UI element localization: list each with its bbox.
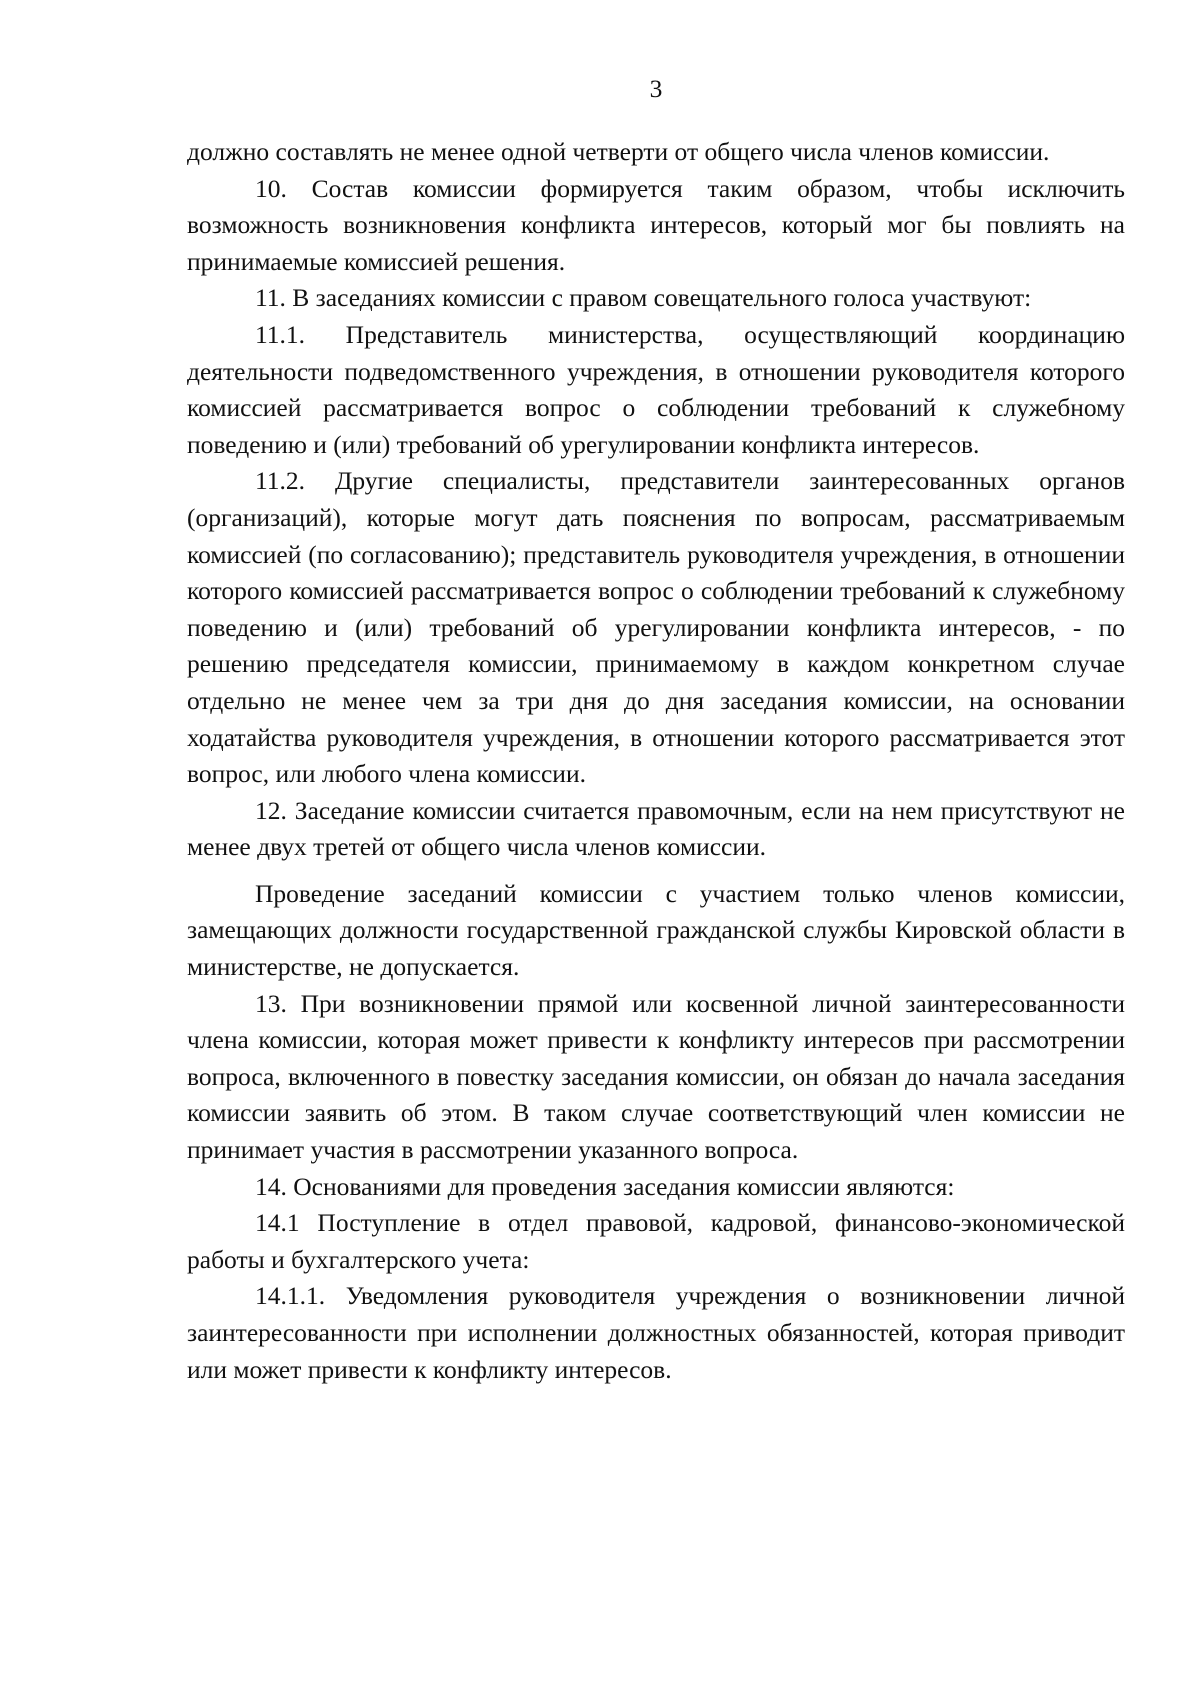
paragraph-item-11-1: 11.1. Представитель министерства, осуществляющий координацию деятельности подведомственного учреждения, в отношении руководителя которого комиссией рассматривается вопрос о соблюдении требований к служебному поведению и (или) требований об урегулировании конфликта интересов. (187, 319, 1125, 459)
paragraph-item-14: 14. Основаниями для проведения заседания комиссии являются: (255, 1171, 955, 1201)
paragraph-item-12-note: Проведение заседаний комиссии с участием только членов комиссии, замещающих должности государственной гражданской службы Кировской области в министерстве, не допускается. (187, 878, 1125, 982)
paragraph-item-14-1-1: 14.1.1. Уведомления руководителя учреждения о возникновении личной заинтересованности при исполнении должностных обязанностей, которая приводит или может привести к конфликту интересов. (187, 1281, 1125, 1384)
paragraph-item-12: 12. Заседание комиссии считается правомочным, если на нем присутствуют не менее двух третей от общего числа членов комиссии. (187, 795, 1125, 862)
paragraph-item-11-2: 11.2. Другие специалисты, представители заинтересованных органов (организаций), которые могут дать пояснения по вопросам, рассматриваемым комиссией (по согласованию); представитель руководителя учреждения, в отношении которого комиссией рассматривается вопрос о соблюдении требований к служебному поведению и (или) требований об урегулировании конфликта интересов, - по решению председателя комиссии, принимаемому в каждом конкретном случае отдельно не менее чем за три дня до дня заседания комиссии, на основании ходатайства руководителя учреждения, в отношении которого рассматривается этот вопрос, или любого члена комиссии. (187, 466, 1125, 789)
paragraph-item-10: 10. Состав комиссии формируется таким образом, чтобы исключить возможность возникновения конфликта интересов, который мог бы повлиять на принимаемые комиссией решения. (187, 173, 1125, 276)
paragraph-item-13: 13. При возникновении прямой или косвенной личной заинтересованности члена комиссии, которая может привести к конфликту интересов при рассмотрении вопроса, включенного в повестку заседания комиссии, он обязан до начала заседания комиссии заявить об этом. В таком случае соответствующий член комиссии не принимает участия в рассмотрении указанного вопроса. (187, 988, 1125, 1165)
paragraph-continuation: должно составлять не менее одной четверти от общего числа членов комиссии. (187, 137, 1050, 166)
paragraph-item-11: 11. В заседаниях комиссии с правом совещательного голоса участвуют: (255, 283, 1032, 313)
document-body (187, 134, 1125, 1388)
paragraph-item-14-1: 14.1 Поступление в отдел правовой, кадровой, финансово-экономической работы и бухгалтерского учета: (187, 1208, 1125, 1274)
page-number: 3 (649, 74, 663, 103)
